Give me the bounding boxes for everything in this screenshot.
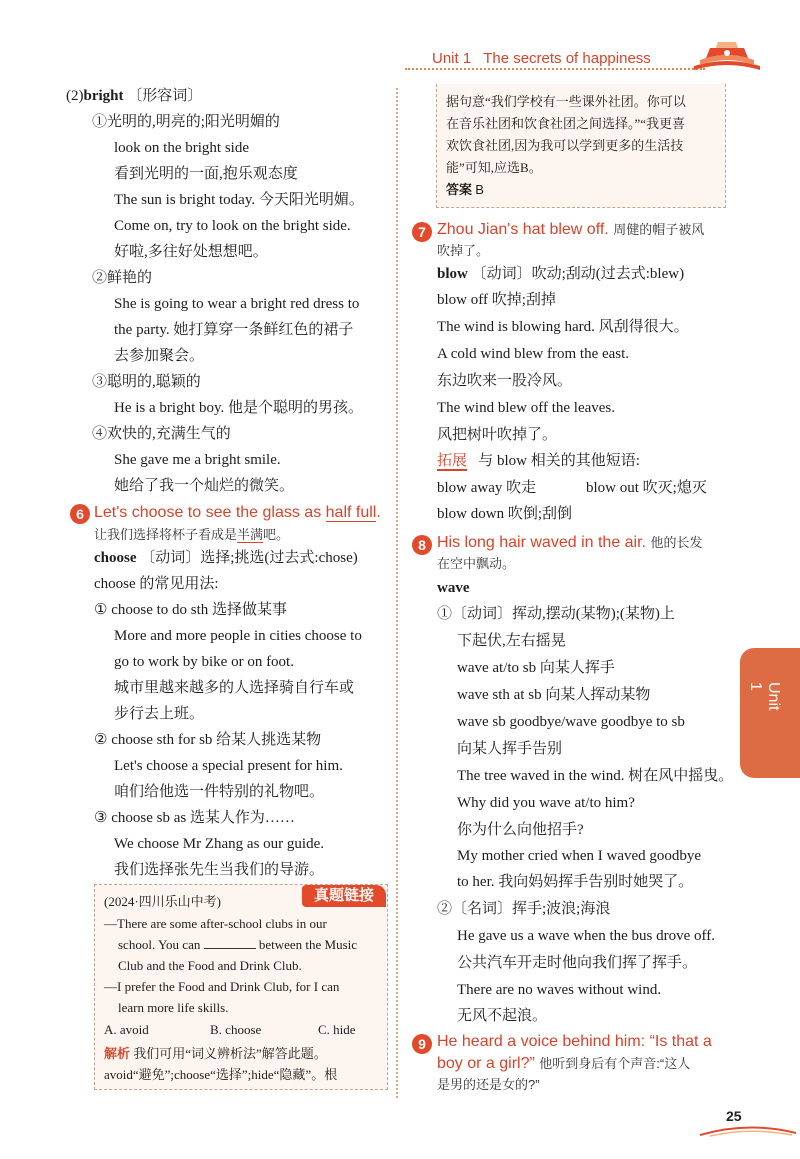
wave-line: 下起伏,左右摇晃 — [457, 633, 566, 649]
bright-line: Come on, try to look on the bright side. — [114, 218, 351, 234]
s6-heading-underlined: half full — [325, 504, 377, 521]
section-number-6: 6 — [70, 504, 90, 524]
answer-label: 答案 — [446, 182, 473, 197]
section-7-heading — [437, 220, 704, 240]
header-rule — [405, 68, 705, 70]
choose-line: 我们选择张先生当我们的导游。 — [114, 862, 325, 878]
extension-text: 与 blow 相关的其他短语: — [478, 453, 640, 469]
exam-question-line — [118, 935, 357, 955]
choose-entry-head — [94, 548, 358, 568]
page-number-decoration — [700, 1125, 796, 1137]
choose-line: 城市里越来越多的人选择骑自行车或 — [114, 680, 355, 696]
choose-word: choose — [94, 550, 137, 566]
answer-value: B — [475, 182, 484, 197]
box-line: 据句意“我们学校有一些课外社团。你可以 — [446, 94, 686, 109]
bright-entry-head — [66, 86, 202, 106]
section-number-8: 8 — [412, 535, 432, 555]
exam-analysis — [104, 1044, 327, 1064]
bright-label: (2) — [66, 88, 84, 104]
s6-cn-post: 吧。 — [263, 527, 290, 542]
bright-line: She is going to wear a bright red dress to — [114, 296, 360, 312]
column-divider — [396, 88, 398, 1098]
bright-line: ④欢快的,充满生气的 — [92, 426, 231, 442]
exam-source: (2024·四川乐山中考) — [104, 894, 221, 909]
choose-line: ① choose to do sth 选择做某事 — [94, 602, 288, 618]
wave-line: My mother cried when I waved goodbye — [457, 848, 702, 864]
bright-line: 去参加聚会。 — [114, 348, 205, 364]
box-answer — [446, 180, 484, 200]
exam-question-line: learn more life skills. — [118, 1000, 229, 1015]
section-9-heading: He heard a voice behind him: “Is that a — [437, 1033, 712, 1050]
extension-row — [437, 451, 640, 471]
blow-line: A cold wind blew from the east. — [437, 346, 630, 362]
blow-phrase: blow down 吹倒;刮倒 — [437, 506, 573, 522]
bright-line: 看到光明的一面,抱乐观态度 — [114, 166, 298, 182]
wave-word: wave — [437, 580, 470, 596]
section-9-translation: 是男的还是女的?” — [437, 1077, 540, 1092]
s8-heading-cn: 他的长发 — [650, 535, 703, 550]
section-number-7: 7 — [412, 222, 432, 242]
wave-line: Why did you wave at/to him? — [457, 795, 635, 811]
blow-line: The wind is blowing hard. 风刮得很大。 — [437, 319, 689, 335]
bright-line: look on the bright side — [114, 140, 249, 156]
exam-option: A. avoid — [104, 1022, 149, 1037]
exam-link-tab: 真题链接 — [302, 885, 386, 907]
analysis-text: 我们可用“词义辨析法”解答此题。 — [133, 1046, 327, 1061]
unit-side-tab — [740, 648, 800, 778]
s7-heading-en: Zhou Jian's hat blew off. — [437, 221, 609, 238]
section-8-translation: 在空中飘动。 — [437, 556, 516, 571]
s6-cn-pre: 让我们选择将杯子看成是 — [94, 527, 238, 542]
box-line: 欢饮食社团,因为我可以学到更多的生活技 — [446, 138, 684, 153]
s8-heading-en: His long hair waved in the air. — [437, 534, 646, 551]
side-tab-label: Unit 1 — [747, 682, 782, 711]
choose-line: 咱们给他选一件特别的礼物吧。 — [114, 784, 325, 800]
bright-line: The sun is bright today. 今天阳光明媚。 — [114, 192, 364, 208]
wave-line: 向某人挥手告别 — [457, 741, 563, 757]
wave-line: 无风不起浪。 — [457, 1008, 548, 1024]
exam-option: C. hide — [318, 1022, 356, 1037]
exam-question-line: —There are some after-school clubs in our — [104, 916, 327, 931]
exam-question-line: Club and the Food and Drink Club. — [118, 958, 302, 973]
s9-heading-cn: 他听到身后有个声音:“这人 — [539, 1056, 691, 1071]
exam-q2-post: between the Music — [255, 937, 358, 952]
wave-line: 你为什么向他招手? — [457, 822, 584, 838]
bright-line: the party. 她打算穿一条鲜红色的裙子 — [114, 322, 354, 338]
exam-q2-pre: school. You can — [118, 937, 204, 952]
bright-pos: 〔形容词〕 — [127, 88, 203, 104]
wave-line: The tree waved in the wind. 树在风中摇曳。 — [457, 768, 734, 784]
header-title-text: The secrets of happiness — [483, 50, 651, 67]
choose-def: 〔动词〕选择;挑选(过去式:chose) — [140, 550, 358, 566]
blow-line: 东边吹来一股冷风。 — [437, 373, 573, 389]
bright-line: She gave me a bright smile. — [114, 452, 281, 468]
blow-line: blow off 吹掉;刮掉 — [437, 292, 556, 308]
s7-heading-cn: 周健的帽子被风 — [613, 222, 705, 237]
section-7-translation: 吹掉了。 — [437, 243, 490, 258]
page-number: 25 — [726, 1108, 742, 1124]
choose-line: Let's choose a special present for him. — [114, 758, 343, 774]
choose-line: choose 的常见用法: — [94, 576, 219, 592]
wave-line: to her. 我向妈妈挥手告别时她哭了。 — [457, 874, 694, 890]
blow-line: The wind blew off the leaves. — [437, 400, 616, 416]
wave-line: He gave us a wave when the bus drove off. — [457, 928, 715, 944]
bright-line: 好啦,多往好处想想吧。 — [114, 244, 268, 260]
bright-line: He is a bright boy. 他是个聪明的男孩。 — [114, 400, 364, 416]
blow-phrase: blow out 吹灭;熄灭 — [586, 480, 707, 496]
exam-question-line: —I prefer the Food and Drink Club, for I can — [104, 979, 340, 994]
bright-word: bright — [83, 88, 124, 104]
section-9-heading-cont — [437, 1054, 690, 1074]
header-unit: Unit 1 — [432, 50, 472, 67]
box-line: 在音乐社团和饮食社团之间选择。”“我更喜 — [446, 116, 686, 131]
s6-cn-underlined: 半满 — [237, 527, 264, 542]
choose-line: go to work by bike or on foot. — [114, 654, 294, 670]
bright-line: ①光明的,明亮的;阳光明媚的 — [92, 114, 280, 130]
choose-line: ② choose sth for sb 给某人挑选某物 — [94, 732, 322, 748]
choose-line: ③ choose sb as 选某人作为…… — [94, 810, 295, 826]
wave-line: wave at/to sb 向某人挥手 — [457, 660, 615, 676]
choose-line: We choose Mr Zhang as our guide. — [114, 836, 324, 852]
s6-heading-pre: Let's choose to see the glass as — [94, 504, 326, 521]
bright-line: ②鲜艳的 — [92, 270, 153, 286]
bright-line: ③聪明的,聪颖的 — [92, 374, 201, 390]
choose-line: 步行去上班。 — [114, 706, 205, 722]
analysis-label: 解析 — [104, 1046, 131, 1061]
wave-line: ①〔动词〕挥动,摆动(某物);(某物)上 — [437, 606, 675, 622]
section-6-translation — [94, 526, 289, 544]
wave-line: ②〔名词〕挥手;波浪;海浪 — [437, 901, 611, 917]
section-6-heading — [94, 503, 381, 523]
blow-def: 〔动词〕吹动;刮动(过去式:blew) — [471, 266, 685, 282]
wave-line: wave sth at sb 向某人挥动某物 — [457, 687, 651, 703]
exam-option: B. choose — [210, 1022, 262, 1037]
wave-line: There are no waves without wind. — [457, 982, 662, 998]
section-8-heading — [437, 533, 702, 553]
exam-analysis-cont: avoid“避免”;choose“选择”;hide“隐藏”。根 — [104, 1067, 338, 1082]
running-header — [432, 50, 651, 67]
bright-line: 她给了我一个灿烂的微笑。 — [114, 478, 295, 494]
blow-phrase: blow away 吹走 — [437, 480, 537, 496]
box-line: 能”可知,应选B。 — [446, 160, 542, 175]
book-stack-icon — [688, 38, 766, 72]
s6-heading-post: . — [376, 504, 381, 521]
choose-line: More and more people in cities choose to — [114, 628, 362, 644]
blow-line: 风把树叶吹掉了。 — [437, 427, 558, 443]
extension-label: 拓展 — [437, 452, 468, 469]
wave-line: wave sb goodbye/wave goodbye to sb — [457, 714, 685, 730]
answer-blank — [204, 937, 256, 949]
wave-line: 公共汽车开走时他向我们挥了挥手。 — [457, 955, 698, 971]
s9-heading-en: boy or a girl?” — [437, 1055, 535, 1072]
blow-word: blow — [437, 266, 468, 282]
section-number-9: 9 — [412, 1034, 432, 1054]
blow-entry-head — [437, 264, 684, 284]
